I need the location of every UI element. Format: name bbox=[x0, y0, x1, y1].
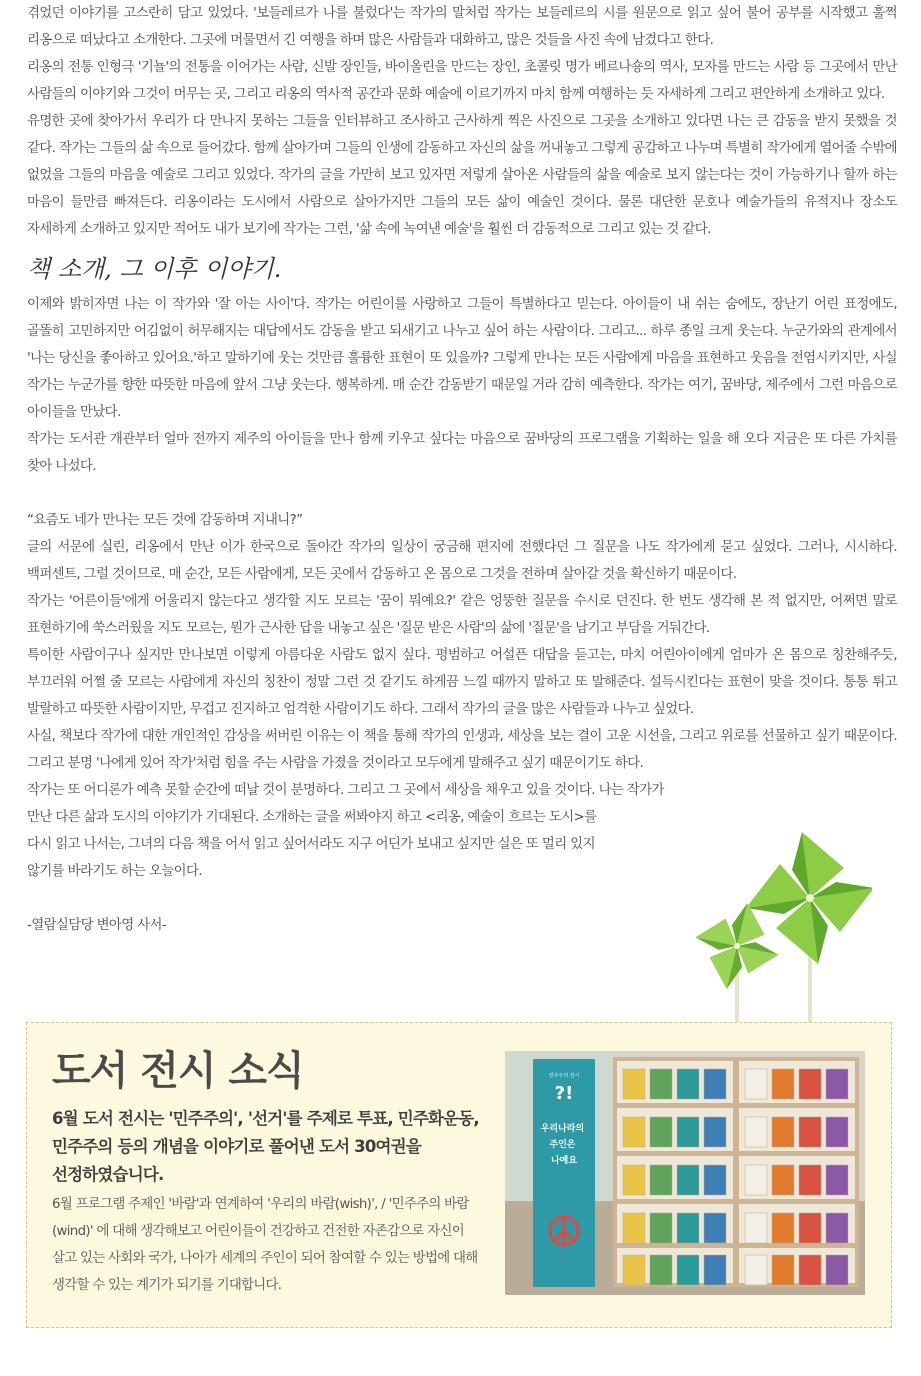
article-paragraph: 리옹의 전통 인형극 '기뇰'의 전통을 이어가는 사람, 신발 장인들, 바이올린을 만드는 장인, 초콜릿 명가 베르나숑의 역사, 모자를 만드는 사람 등 그곳에서 만난 사람들의 이야기와 그것이 머무는 곳, 그리고 리옹의 역사적 공간과 문화 예술에 이르기까지 마치 함께 여행하는 듯 자세하게 그리고 편안하게 소개하고 있다. bbox=[27, 60, 897, 102]
article-paragraph: 작가는 '어른이들'에게 어울리지 않는다고 생각할 지도 모르는 '꿈이 뭐예요?' 같은 엉뚱한 질문을 수시로 던진다. 한 번도 생각해 본 적 없지만, 어쩌면 말로 표현하기에 쑥스러웠을 지도 모르는, 뭔가 근사한 답을 내놓고 싶은 '질문 받은 사람'의 삶에 '질문'을 남기고 부담을 거둬간다. bbox=[27, 594, 897, 636]
article-paragraph: 사실, 책보다 작가에 대한 개인적인 감상을 써버린 이유는 이 책을 통해 작가의 인생과, 세상을 보는 결이 고운 시선을, 그리고 위로를 선물하고 싶기 때문이다. 그리고 분명 '나에게 있어 작가'처럼 힘을 주는 사람을 가졌을 것이라고 모두에게 말해주고 싶기 때문이기도 하다. bbox=[27, 729, 897, 771]
book-cover bbox=[704, 1069, 726, 1099]
exhibit-lead: 6월 도서 전시는 '민주주의', '선거'를 주제로 투표, 민주화운동, 민주주의 등의 개념을 이야기로 풀어낸 도서 30여권을 선정하였습니다. bbox=[52, 1109, 479, 1184]
book-cover bbox=[772, 1117, 794, 1147]
article-paragraph: 이제와 밝히자면 나는 이 작가와 '잘 아는 사이'다. 작가는 어린이를 사랑하고 그들이 특별하다고 믿는다. 아이들이 내 쉬는 숨에도, 장난기 어린 표정에도, 골똘히 고민하지만 어김없이 허무해지는 대답에서도 감동을 받고 되새기고 나누고 싶어 하는 사람이다. 그리고... 하루 종일 크게 웃는다. 누군가와의 관계에서 '나는 당신을 좋아하고 있어요.'하고 말하기에 웃는 것만큼 훌륭한 표현이 또 있을까? 그렇게 만나는 모든 사람에게 마음을 표현하고 웃음을 전염시키지만, 사실 작가는 누군가를 향한 따뜻한 마음에 앞서 그냥 웃는다. 행복하게. 매 순간 감동받기 때문일 거라 감히 예측한다. 작가는 여기, 꿈바당, 제주에서 그런 마음으로 아이들을 만났다. bbox=[27, 297, 897, 420]
book-cover bbox=[677, 1117, 699, 1147]
book-cover bbox=[745, 1213, 767, 1243]
book-cover bbox=[650, 1255, 672, 1285]
article bbox=[27, 0, 897, 939]
book-cover bbox=[677, 1165, 699, 1195]
section-heading: 책 소개, 그 이후 이야기. bbox=[27, 255, 282, 283]
book-cover bbox=[799, 1069, 821, 1099]
article-paragraph: 특이한 사람이구나 싶지만 만나보면 이렇게 아름다운 사람도 없지 싶다. 평범하고 어설픈 대답을 듣고는, 마치 어린아이에게 엄마가 온 몸으로 칭찬해주듯, 부끄러워 어쩔 줄 모르는 사람에게 자신의 칭찬이 정말 그런 것 같기도 하게끔 느낄 때까지 말하고 또 말해준다. 설득시킨다는 표현이 맞을 것이다. 통통 튀고 발랄하고 따뜻한 사람이지만, 무겁고 진지하고 엄격한 사람이기도 하다. 그래서 작가의 글을 많은 사람들과 나누고 싶었다. bbox=[27, 648, 897, 717]
article-paragraph: 작가는 도서관 개관부터 얼마 전까지 제주의 아이들을 만나 함께 키우고 싶다는 마음으로 꿈바당의 프로그램을 기획하는 일을 해 오다 지금은 또 다른 가치를 찾아 나섰다. bbox=[27, 432, 897, 474]
closing-line: 다시 읽고 나서는, 그녀의 다음 책을 어서 읽고 싶어서라도 지구 어딘가 보내고 싶지만 실은 또 멀리 있지 bbox=[27, 837, 595, 852]
book-cover bbox=[704, 1213, 726, 1243]
book-cover bbox=[745, 1117, 767, 1147]
book-cover bbox=[799, 1213, 821, 1243]
book-cover bbox=[623, 1117, 645, 1147]
book-cover bbox=[677, 1069, 699, 1099]
svg-text:?!: ?! bbox=[554, 1083, 574, 1104]
book-cover bbox=[772, 1255, 794, 1285]
book-cover bbox=[704, 1255, 726, 1285]
closing-line: 만난 다른 삶과 도시의 이야기가 기대된다. 소개하는 글을 써봐야지 하고 <리옹, 예술이 흐르는 도시>를 bbox=[27, 810, 597, 825]
book-cover bbox=[650, 1213, 672, 1243]
exhibit-body: 6월 프로그램 주제인 '바람'과 연계하여 '우리의 바람(wish)', / '민주주의 바람(wind)' 에 대해 생각해보고 어린이들이 건강하고 건전한 자존감으로 자신이 살고 있는 사회와 국가, 나아가 세계의 주인이 되어 참여할 수 있는 방법에 대해 생각할 수 있는 계기가 되기를 기대합니다. bbox=[52, 1197, 478, 1293]
book-cover bbox=[772, 1069, 794, 1099]
book-cover bbox=[826, 1255, 848, 1285]
book-cover bbox=[826, 1117, 848, 1147]
book-cover bbox=[826, 1069, 848, 1099]
exhibit-photo bbox=[505, 1051, 865, 1295]
exhibit-title: 도서 전시 소식 bbox=[52, 1048, 304, 1094]
book-cover bbox=[799, 1117, 821, 1147]
book-cover bbox=[623, 1213, 645, 1243]
book-cover bbox=[799, 1165, 821, 1195]
book-cover bbox=[650, 1165, 672, 1195]
book-cover bbox=[704, 1165, 726, 1195]
closing-line: 작가는 또 어디론가 예측 못할 순간에 떠날 것이 분명하다. 그리고 그 곳에서 세상을 채우고 있을 것이다. 나는 작가가 bbox=[27, 783, 664, 798]
spacer bbox=[27, 480, 897, 507]
book-cover bbox=[623, 1255, 645, 1285]
book-cover bbox=[650, 1117, 672, 1147]
banner-title: 우리나라의 주인은 나예요 bbox=[540, 1124, 585, 1166]
book-cover bbox=[772, 1165, 794, 1195]
article-paragraph: 유명한 곳에 찾아가서 우리가 다 만나지 못하는 그들을 인터뷰하고 조사하고 근사하게 찍은 사진으로 그곳을 소개하고 있다면 나는 큰 감동을 받지 못했을 것 같다. 작가는 그들의 삶 속으로 들어갔다. 함께 살아가며 그들의 인생에 감동하고 자신의 삶을 꺼내놓고 그렇게 공감하고 나누며 특별히 작가에게 열어줄 수밖에 없었을 그들의 마음을 예술로 그리고 있었다. 작가의 글을 가만히 보고 있자면 저렇게 살아온 사람들의 삶을 예술로 보지 않는다는 것이 가능하기나 할까 하는 마음이 들만큼 빠져든다. 리옹이라는 도시에서 사람으로 살아가지만 그들의 모든 삶이 예술인 것이다. 물론 대단한 문호나 예술가들의 유적지나 장소도 자세하게 소개하고 있지만 적어도 내가 보기에 작가는 그런, '삶 속에 녹여낸 예술'을 훨씬 더 감동적으로 그리고 있는 것 같다. bbox=[27, 114, 897, 237]
book-cover bbox=[745, 1255, 767, 1285]
book-cover bbox=[704, 1117, 726, 1147]
bookshelf bbox=[613, 1057, 859, 1287]
exhibit-box bbox=[26, 1022, 892, 1328]
book-cover bbox=[745, 1165, 767, 1195]
book-cover bbox=[623, 1069, 645, 1099]
signature: -열람실담당 변아영 사서- bbox=[27, 918, 167, 933]
book-cover bbox=[799, 1255, 821, 1285]
book-cover bbox=[772, 1213, 794, 1243]
banner-top-text: 민주주의 전시 bbox=[548, 1073, 580, 1079]
book-cover bbox=[826, 1213, 848, 1243]
quote: “요즘도 네가 만나는 모든 것에 감동하며 지내니?” bbox=[27, 513, 303, 528]
book-cover bbox=[677, 1213, 699, 1243]
pinwheel-icon bbox=[672, 826, 872, 1031]
book-cover bbox=[623, 1165, 645, 1195]
book-cover bbox=[745, 1069, 767, 1099]
book-cover bbox=[650, 1069, 672, 1099]
book-cover bbox=[826, 1165, 848, 1195]
article-paragraph: 겪었던 이야기를 고스란히 담고 있었다. '보들레르가 나를 불렀다'는 작가의 말처럼 작가는 보들레르의 시를 원문으로 읽고 싶어 불어 공부를 시작했고 훌쩍 리옹으로 떠났다고 소개한다. 그곳에 머물면서 긴 여행을 하며 많은 사람들과 대화하고, 많은 것들을 사진 속에 남겼다고 한다. bbox=[27, 6, 897, 48]
closing-line: 않기를 바라기도 하는 오늘이다. bbox=[27, 864, 202, 879]
article-paragraph: 글의 서문에 실린, 리옹에서 만난 이가 한국으로 돌아간 작가의 일상이 궁금해 편지에 전했다던 그 질문을 나도 작가에게 묻고 싶었다. 그러나, 시시하다. 백퍼센트, 그럴 것이므로. 매 순간, 모든 사람에게, 모든 곳에서 감동하고 온 몸으로 그것을 전하며 살아갈 것을 확신하기 때문이다. bbox=[27, 540, 897, 582]
book-cover bbox=[677, 1255, 699, 1285]
